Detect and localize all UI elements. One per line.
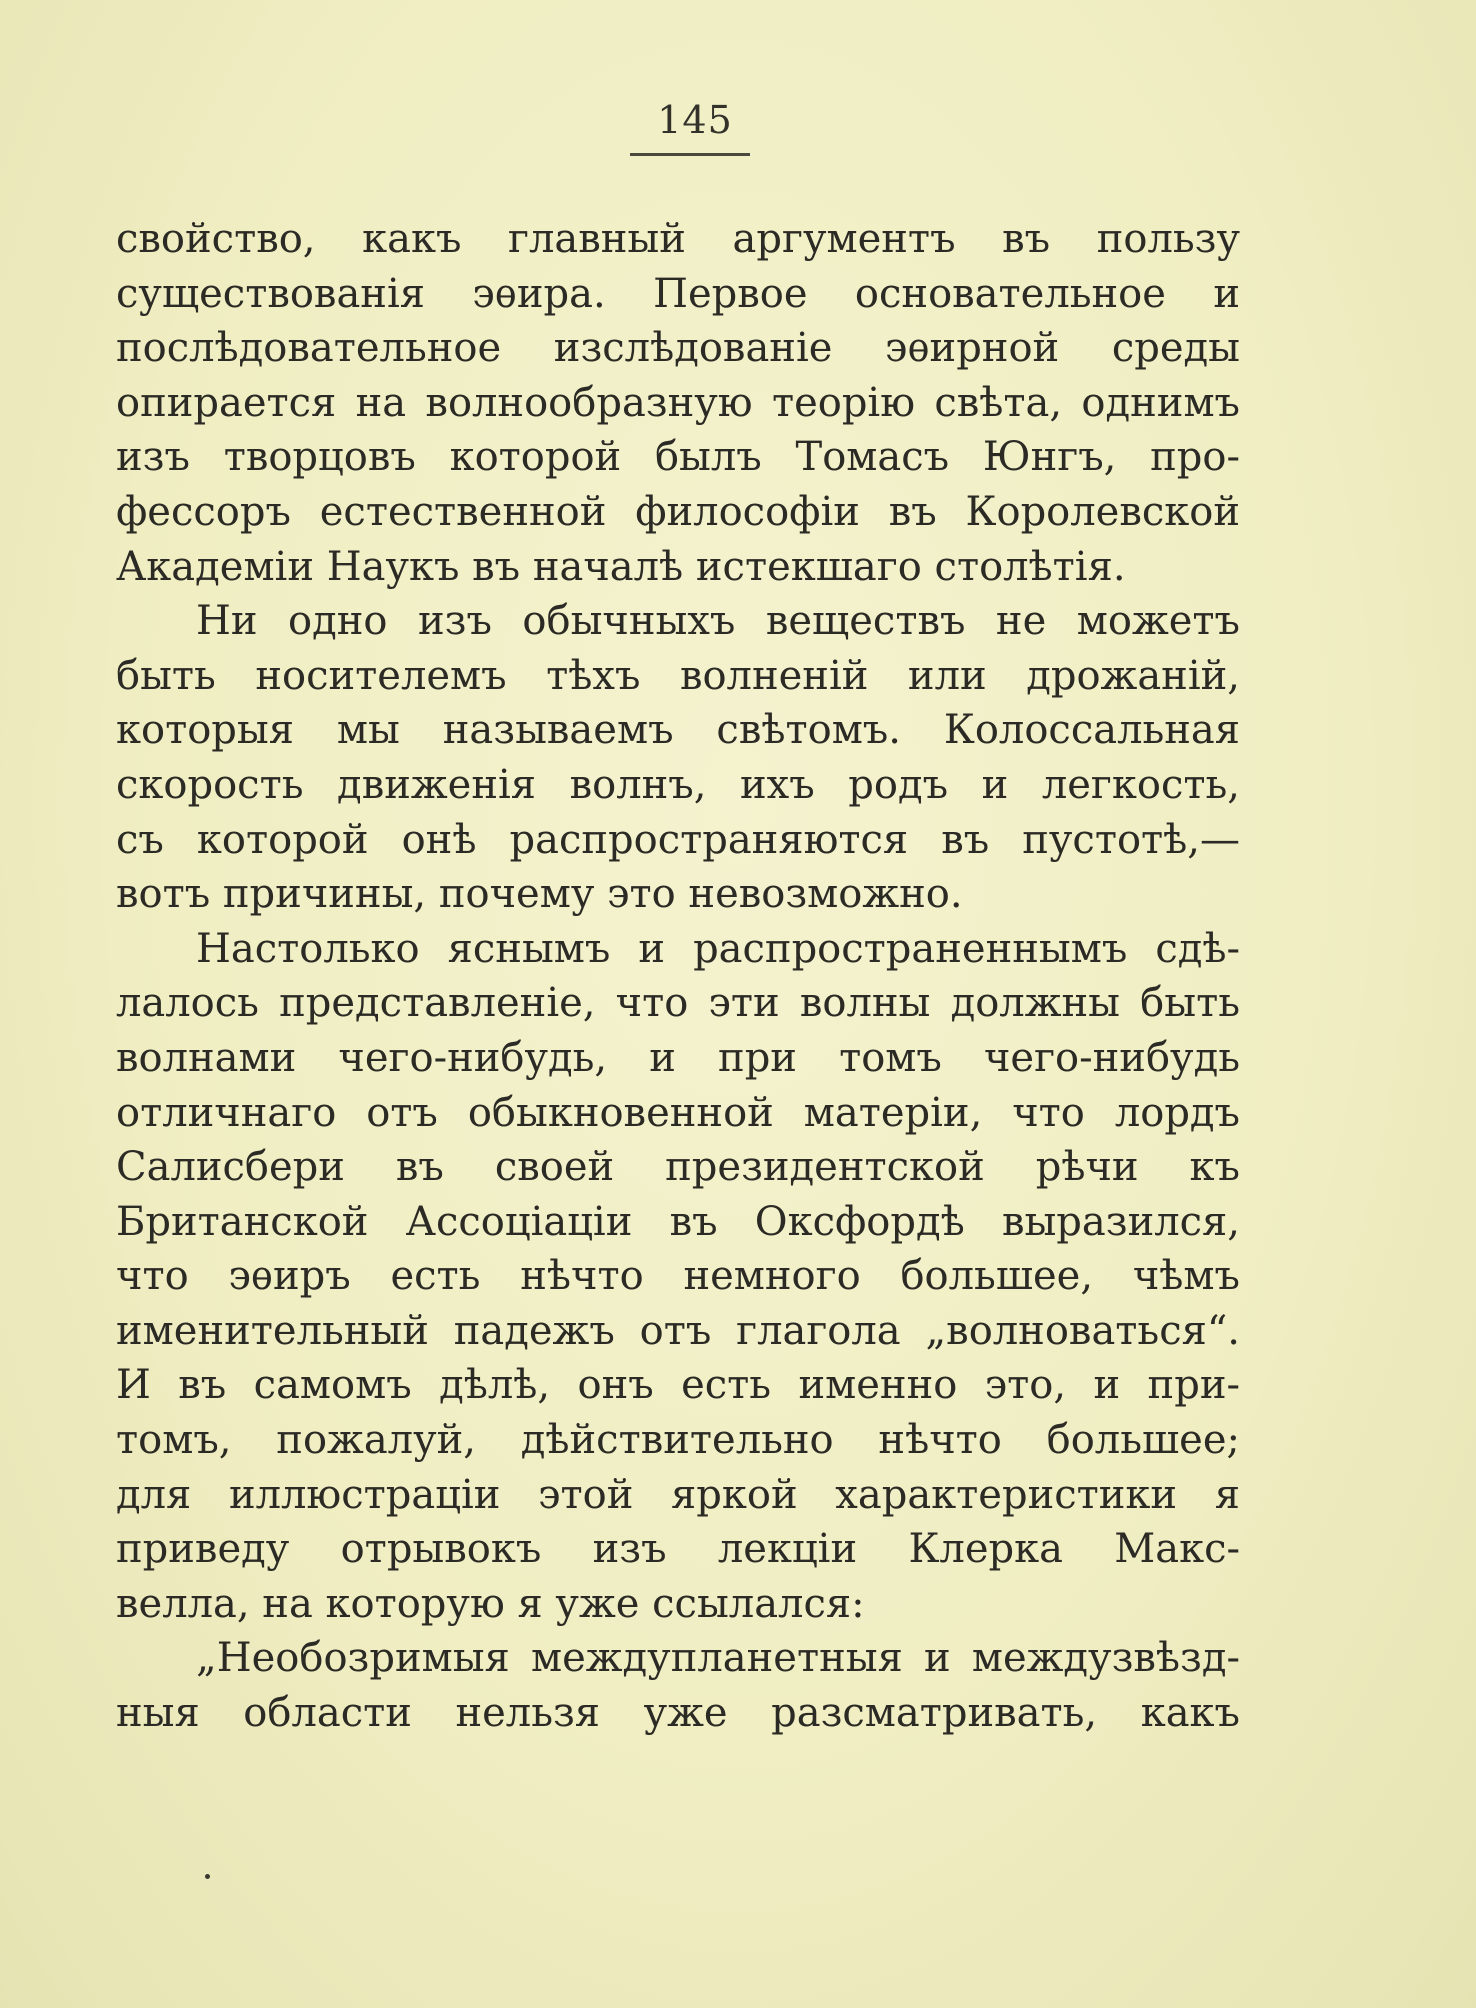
ink-speck [205,1874,210,1879]
text-line: Ни одно изъ обычныхъ веществъ не можетъ [196,598,1240,645]
text-line: Британской Ассоціаціи въ Оксфордѣ выразился, [116,1198,1240,1245]
text-line: „Необозримыя междупланетныя и междузвѣзд- [196,1635,1240,1682]
text-line: И въ самомъ дѣлѣ, онъ есть именно это, и при- [116,1362,1240,1409]
text-line: что эѳиръ есть нѣчто немного большее, чѣмъ [116,1253,1240,1300]
text-line: опирается на волнообразную теорію свѣта, однимъ [116,379,1240,426]
text-line: именительный падежъ отъ глагола „волноваться“. [116,1307,1240,1354]
page-number-rule [630,153,750,156]
text-line: ныя области нельзя уже разсматривать, какъ [116,1690,1240,1737]
text-line: свойство, какъ главный аргументъ въ пользу [116,216,1240,262]
text-line: Настолько яснымъ и распространеннымъ сдѣ- [196,925,1240,972]
body-text [116,212,1240,1741]
text-line: Салисбери въ своей президентской рѣчи къ [116,1144,1240,1191]
text-line: которыя мы называемъ свѣтомъ. Колоссальная [116,707,1240,754]
text-line: велла, на которую я уже ссылался: [116,1580,865,1627]
text-line: съ которой онѣ распространяются въ пустотѣ,— [116,816,1240,863]
text-line: быть носителемъ тѣхъ волненій или дрожаній, [116,652,1240,699]
text-line: послѣдовательное изслѣдованіе эѳирной среды [116,325,1240,372]
text-line: волнами чего-нибудь, и при томъ чего-нибудь [116,1034,1240,1081]
page-number: 145 [657,98,733,142]
text-line: скорость движенія волнъ, ихъ родъ и легкость, [116,761,1240,808]
text-line: отличнаго отъ обыкновенной матеріи, что лордъ [116,1089,1240,1136]
text-line: Академіи Наукъ въ началѣ истекшаго столѣтія. [116,543,1126,590]
text-line: изъ творцовъ которой былъ Томасъ Юнгъ, про- [116,434,1240,481]
text-line: существованія эѳира. Первое основательное и [116,270,1240,317]
text-line: фессоръ естественной философіи въ Королевской [116,488,1240,535]
text-line: томъ, пожалуй, дѣйствительно нѣчто большее; [116,1417,1240,1464]
text-line: для иллюстраціи этой яркой характеристики я [116,1471,1240,1518]
text-line: приведу отрывокъ изъ лекціи Клерка Макс- [116,1526,1240,1573]
text-line: лалось представленіе, что эти волны должны быть [116,980,1240,1027]
text-line: вотъ причины, почему это невозможно. [116,871,963,918]
